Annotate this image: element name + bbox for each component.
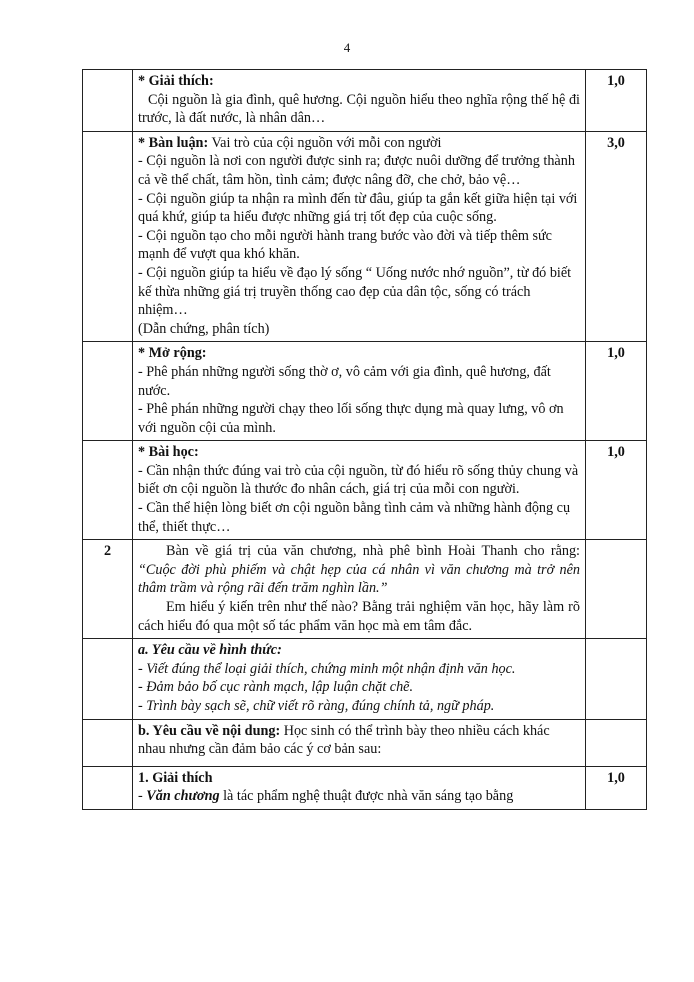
criteria-text: Học sinh có thể trình bày theo nhiều cách khác nhau nhưng cần đảm bảo các ý cơ bản sau: [138, 722, 550, 758]
row-number [83, 342, 133, 441]
table-row-giai-thich-2 [83, 766, 647, 809]
criteria-text: - Cội nguồn giúp ta nhận ra mình đến từ đâu, giúp ta gắn kết giữa hiện tại với quá khứ, giúp ta hiểu được những giá trị tốt đẹp của cuộc sống. [138, 190, 578, 226]
criteria-text: - Phê phán những người sống thờ ơ, vô cảm với gia đình, quê hương, đất nước. [138, 363, 551, 399]
section-heading: * Giải thích: [138, 73, 214, 89]
section-heading: * Bàn luận: [138, 134, 209, 151]
empty-cell [83, 639, 133, 719]
table-row-bai-hoc [83, 441, 647, 540]
score-cell: 1,0 [586, 342, 647, 441]
question-intro: Bàn về giá trị của văn chương, nhà phê bình Hoài Thanh cho rằng: [166, 543, 580, 560]
question-cell [133, 540, 586, 639]
empty-cell [83, 766, 133, 809]
criteria-cell [133, 131, 586, 342]
criteria-cell [133, 70, 586, 132]
criteria-text: Cội nguồn là gia đình, quê hương. Cội nguồn hiểu theo nghĩa rộng thế hệ đi trước, là đất nước, là nhân dân… [138, 91, 580, 127]
row-number [83, 70, 133, 132]
row-number [83, 441, 133, 540]
criteria-prefix: - [138, 788, 147, 805]
question-task: Em hiểu ý kiến trên như thế nào? Bằng trải nghiệm văn học, hãy làm rõ cách hiểu đó qua một số tác phẩm văn học mà em tâm đắc. [138, 599, 580, 634]
row-number [83, 131, 133, 342]
grading-table [82, 69, 647, 810]
score-cell [586, 540, 647, 639]
question-prompt [138, 542, 580, 598]
question-quote: “Cuộc đời phù phiếm và chật hẹp của cá nhân vì văn chương mà trở nên thâm trầm và rộng rãi đến trăm nghìn lần.” [138, 561, 580, 597]
criteria-cell [133, 639, 586, 719]
criteria-text: - Trình bày sạch sẽ, chữ viết rõ ràng, đúng chính tả, ngữ pháp. [138, 698, 495, 714]
criteria-cell [133, 766, 586, 809]
table-row-ban-luan [83, 131, 647, 342]
criteria-text: - Cội nguồn giúp ta hiểu về đạo lý sống “ Uống nước nhớ nguồn”, từ đó biết kế thừa những giá trị truyền thống cao đẹp của dân tộc, sống có trách nhiệm… [138, 264, 572, 319]
content-req-line [138, 722, 580, 759]
table-row-giai-thich [83, 70, 647, 132]
table-row-question-2 [83, 540, 647, 639]
table-row-form-requirements [83, 639, 647, 719]
criteria-text: - Phê phán những người chạy theo lối sống thực dụng mà quay lưng, vô ơn với nguồn cội của mình. [138, 401, 564, 436]
score-cell: 3,0 [586, 131, 647, 342]
criteria-cell [133, 342, 586, 441]
score-cell [586, 639, 647, 719]
empty-cell [83, 719, 133, 766]
criteria-text: - Cội nguồn tạo cho mỗi người hành trang bước vào đời và tiếp thêm sức mạnh để vượt qua khó khăn. [138, 227, 552, 263]
criteria-cell [133, 441, 586, 540]
criteria-text: - Cội nguồn là nơi con người được sinh ra; được nuôi dưỡng để trưởng thành cả về thể chất, tâm hồn, tình cảm; được nâng đỡ, che chở, bảo vệ… [138, 153, 575, 188]
criteria-text: - Đảm bảo bố cục rành mạch, lập luận chặt chẽ. [138, 679, 414, 696]
score-cell [586, 719, 647, 766]
criteria-text: là tác phẩm nghệ thuật được nhà văn sáng tạo bằng [219, 788, 514, 805]
section-heading: * Bài học: [138, 444, 199, 461]
score-cell: 1,0 [586, 70, 647, 132]
criteria-text-line [138, 787, 580, 806]
section-heading: a. Yêu cầu về hình thức: [138, 642, 282, 659]
table-row-content-requirements [83, 719, 647, 766]
section-heading-rest: Vai trò của cội nguồn với mỗi con người [208, 134, 442, 151]
criteria-term: Văn chương [146, 788, 220, 805]
score-cell: 1,0 [586, 766, 647, 809]
section-heading: b. Yêu cầu về nội dung: [138, 722, 281, 739]
table-row-mo-rong [83, 342, 647, 441]
page-number: 4 [343, 40, 351, 55]
criteria-text: (Dẫn chứng, phân tích) [138, 320, 270, 337]
score-cell: 1,0 [586, 441, 647, 540]
criteria-text: - Cần thể hiện lòng biết ơn cội nguồn bằng tình cảm và những hành động cụ thể, thiết thực… [138, 500, 571, 535]
section-heading-line [138, 134, 580, 153]
question-number: 2 [83, 540, 133, 639]
criteria-cell [133, 719, 586, 766]
criteria-text: - Viết đúng thể loại giải thích, chứng minh một nhận định văn học. [138, 660, 516, 677]
criteria-text: - Cần nhận thức đúng vai trò của cội nguồn, từ đó hiểu rõ sống thủy chung và biết ơn cội nguồn là thước đo nhân cách, giá trị của mỗi con người. [138, 462, 579, 498]
section-heading: 1. Giải thích [138, 769, 213, 786]
section-heading: * Mở rộng: [138, 345, 207, 362]
